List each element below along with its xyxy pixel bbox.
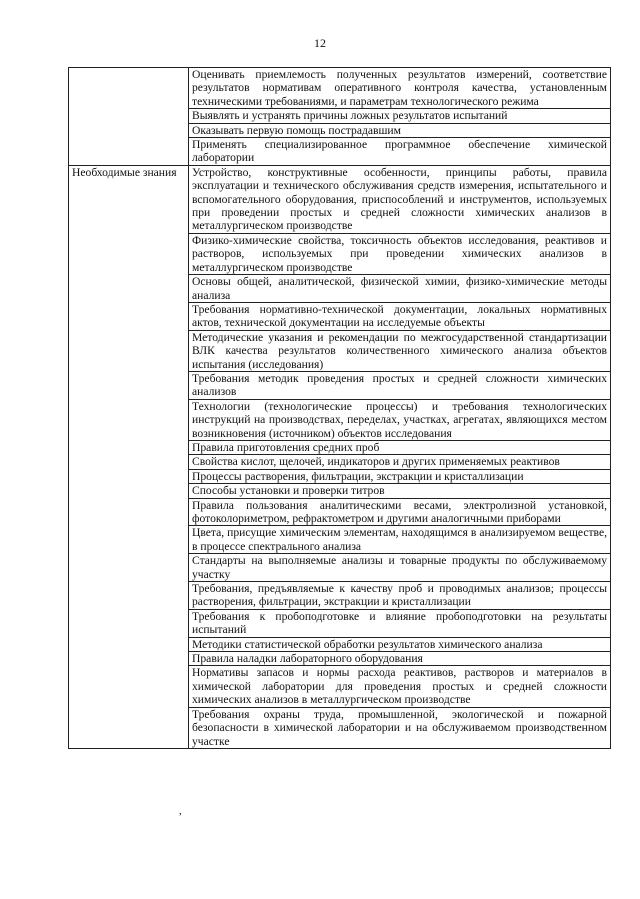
page-number: 12 [314, 36, 326, 50]
table-cell-item: Правила наладки лабораторного оборудования [189, 652, 611, 666]
table-cell-item: Стандарты на выполняемые анализы и товарные продукты по обслуживаемому участку [189, 554, 611, 582]
table-cell-item: Требования нормативно-технической документации, локальных нормативных актов, технической документации на исследуемые объекты [189, 302, 611, 330]
table-cell-item: Методические указания и рекомендации по межгосударственной стандартизации ВЛК качества результатов количественного химического анализа объектов испытания (исследования) [189, 330, 611, 371]
table-cell-item: Оказывать первую помощь пострадавшим [189, 123, 611, 137]
table-cell-item: Устройство, конструктивные особенности, принципы работы, правила эксплуатации и технического обслуживания средств измерения, испытательного и вспомогательного оборудования, приспособлений и инструментов, используемых при проведении простых и средней сложности химических анализов в металлургическом производстве [189, 165, 611, 233]
table-cell-item: Требования охраны труда, промышленной, экологической и пожарной безопасности в химической лаборатории и на обслуживаемом производственном участке [189, 707, 611, 748]
table-cell-item: Правила приготовления средних проб [189, 440, 611, 454]
table-cell-item: Требования к пробоподготовке и влияние пробоподготовки на результаты испытаний [189, 609, 611, 637]
requirements-table [68, 67, 611, 749]
row-label-knowledge: Необходимые знания [69, 165, 189, 748]
table-cell-item: Свойства кислот, щелочей, индикаторов и других применяемых реактивов [189, 455, 611, 469]
table-cell-item: Оценивать приемлемость полученных результатов измерений, соответствие результатов нормативам оперативного контроля качества, установленным техническими требованиями, и параметрам технологического режима [189, 68, 611, 109]
margin-mark: , [179, 805, 182, 817]
table-cell-item: Требования методик проведения простых и средней сложности химических анализов [189, 371, 611, 399]
table-cell-item: Процессы растворения, фильтрации, экстракции и кристаллизации [189, 469, 611, 483]
table-cell-item: Основы общей, аналитической, физической химии, физико-химические методы анализа [189, 275, 611, 303]
table-row [69, 165, 611, 233]
table-cell-item: Применять специализированное программное обеспечение химической лаборатории [189, 138, 611, 166]
table-row [69, 68, 611, 109]
table-cell-item: Методики статистической обработки результатов химического анализа [189, 637, 611, 651]
table-cell-item: Способы установки и проверки титров [189, 484, 611, 498]
table-cell-item: Выявлять и устранять причины ложных результатов испытаний [189, 109, 611, 123]
table-cell-item: Требования, предъявляемые к качеству проб и проводимых анализов; процессы растворения, фильтрации, экстракции и кристаллизации [189, 582, 611, 610]
table-cell-item: Физико-химические свойства, токсичность объектов исследования, реактивов и растворов, используемых при проведении химических анализов в металлургическом производстве [189, 233, 611, 274]
table-cell-item: Цвета, присущие химическим элементам, находящимся в анализируемом веществе, в процессе спектрального анализа [189, 526, 611, 554]
table-cell-item: Нормативы запасов и нормы расхода реактивов, растворов и материалов в химической лаборатории для проведения простых и средней сложности химических анализов в металлургическом производстве [189, 666, 611, 707]
row-label-empty [69, 68, 189, 166]
table-cell-item: Правила пользования аналитическими весами, электролизной установкой, фотоколориметром, рефрактометром и другими аналогичными приборами [189, 498, 611, 526]
table-cell-item: Технологии (технологические процессы) и требования технологических инструкций на производствах, переделах, участках, агрегатах, являющихся местом возникновения (источником) объектов исследования [189, 399, 611, 440]
